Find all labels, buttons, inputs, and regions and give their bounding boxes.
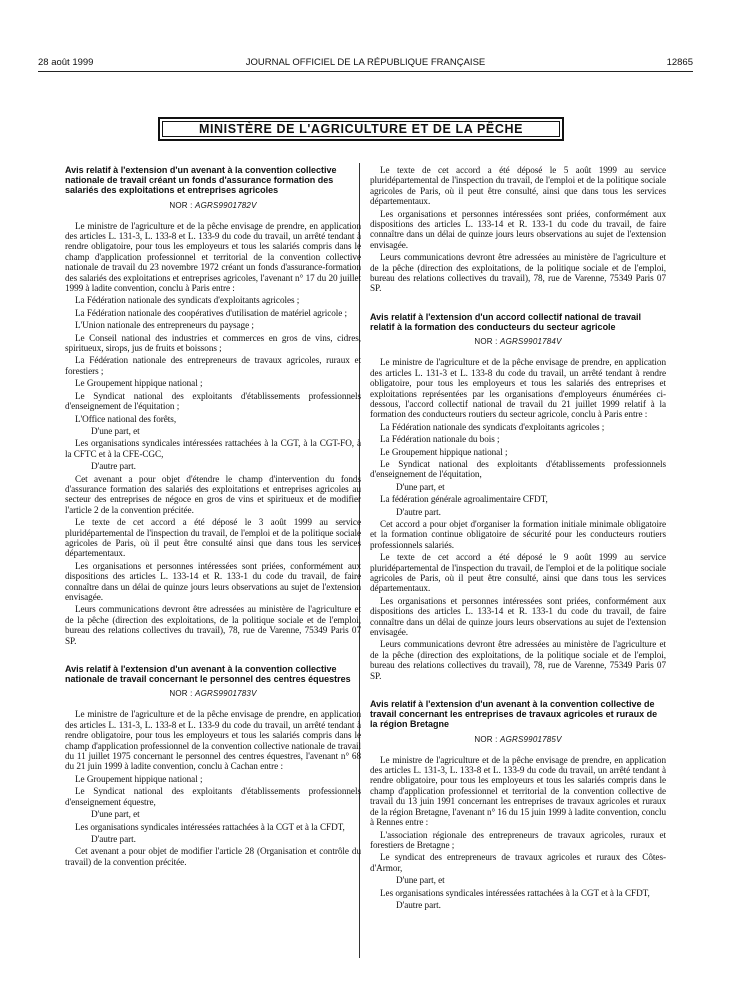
nor-code: AGRS9901783V	[195, 689, 257, 699]
nor-label: NOR :	[169, 200, 193, 210]
paragraph: La Fédération nationale des syndicats d'exploitants agricoles ;	[380, 421, 605, 432]
notice-nor-reference	[65, 201, 361, 210]
paragraph: Le Syndicat national des exploitants d'établissements professionnels d'enseignement de l'équitation ;	[65, 390, 361, 412]
header-rule	[38, 71, 693, 72]
ministry-title: MINISTÈRE DE L'AGRICULTURE ET DE LA PÊCHE	[198, 122, 524, 136]
notice	[370, 312, 666, 681]
paragraph: La Fédération nationale du bois ;	[380, 434, 500, 445]
page-header	[38, 57, 693, 70]
paragraph: Le Conseil national des industries et commerces en gros de vins, cidres, spiritueux, sirops, jus de fruits et boissons ;	[65, 332, 361, 354]
header-journal-title: JOURNAL OFFICIEL DE LA RÉPUBLIQUE FRANÇAISE	[245, 57, 486, 68]
paragraph: L'Union nationale des entrepreneurs du paysage ;	[75, 320, 254, 331]
paragraph: Leurs communications devront être adressées au ministère de l'agriculture et de la pêche (direction des exploitations, de la politique sociale et de l'emploi, bureau des relations collectives du travail), 78, rue de Varenne, 75349 Paris 07 SP.	[65, 604, 361, 646]
paragraph: Les organisations syndicales intéressées rattachées à la CGT et à la CFDT,	[75, 821, 345, 832]
paragraph: D'autre part.	[396, 506, 441, 517]
paragraph: Le syndicat des entrepreneurs de travaux agricoles et ruraux des Côtes-d'Armor,	[370, 852, 666, 873]
paragraph: Les organisations syndicales intéressées rattachées à la CGT, à la CGT-FO, à la CFTC et à la CFE-CGC,	[65, 438, 361, 459]
paragraph: Leurs communications devront être adressées au ministère de l'agriculture et de la pêche (direction des exploitations, de la politique sociale et de l'emploi, bureau des relations collectives du travail), 78, rue de Varenne, 75349 Paris 07 SP.	[370, 639, 666, 681]
notice-nor-reference	[65, 689, 361, 698]
paragraph: Le texte de cet accord a été déposé le 5 août 1999 au service pluridépartemental de l'inspection du travail, de l'emploi et de la politique sociale agricoles de Paris, où il peut être consulté, ainsi que dans tous les services départementaux.	[370, 165, 666, 207]
nor-label: NOR :	[474, 734, 498, 744]
paragraph: L'Office national des forêts,	[75, 413, 177, 424]
notice-title: Avis relatif à l'extension d'un avenant à la convention collective de travail concernant les entreprises de travaux agricoles et ruraux de la région Bretagne	[370, 699, 658, 730]
paragraph: D'autre part.	[91, 833, 136, 844]
notice-spacer	[370, 683, 666, 699]
header-date: 28 août 1999	[38, 57, 94, 68]
notice	[65, 165, 361, 646]
paragraph: D'une part, et	[396, 481, 445, 492]
paragraph: D'une part, et	[91, 425, 140, 436]
notice-title: Avis relatif à l'extension d'un avenant à la convention collective nationale de travail concernant le personnel des centres équestres	[65, 664, 351, 685]
paragraph: Le ministre de l'agriculture et de la pêche envisage de prendre, en application des articles L. 131-3, L. 133-8 et L. 133-9 du code du travail, un arrêté tendant à rendre obligatoire, pour tous les employeurs et tous les salariés compris dans le champ d'application professionnel et territorial de la convention collective de travail du 13 juin 1991 concernant les entreprises de travaux agricoles et ruraux de la région Bretagne, l'avenant n° 16 du 15 juin 1999 à ladite convention, conclu à Rennes entre :	[370, 754, 666, 828]
paragraph: Le texte de cet accord a été déposé le 3 août 1999 au service pluridépartemental de l'inspection du travail, de l'emploi et de la politique sociale agricoles de Paris, où il peut être consulté ainsi que dans tous les services départementaux.	[65, 517, 361, 559]
paragraph: Le Groupement hippique national ;	[380, 446, 508, 457]
continued-notice	[370, 165, 666, 294]
paragraph: Le Groupement hippique national ;	[75, 378, 203, 389]
header-page-number: 12865	[666, 57, 693, 68]
paragraph: Les organisations syndicales intéressées rattachées à la CGT et à la CFDT,	[380, 887, 650, 898]
paragraph: L'association régionale des entrepreneurs de travaux agricoles, ruraux et forestiers de Bretagne ;	[370, 829, 666, 850]
paragraph: Les organisations et personnes intéressées sont priées, conformément aux dispositions des articles L. 133-14 et R. 133-1 du code du travail, de faire connaître dans un délai de quinze jours leurs observations au sujet de l'extension envisagée.	[65, 560, 361, 603]
paragraph: Le ministre de l'agriculture et de la pêche envisage de prendre, en application des articles L. 131-3 et L. 133-8 du code du travail, un arrêté tendant à rendre obligatoire, pour tous les employeurs et tous les salariés des entreprises et exploitations représentées par les organisations d'employeurs énumérées ci-dessous, l'accord collectif national de travail du 21 juillet 1999 relatif à la formation des conducteurs routiers du secteur agricole, conclu à Paris entre :	[370, 357, 666, 420]
paragraph: D'autre part.	[91, 461, 136, 472]
paragraph: Cet avenant a pour objet d'étendre le champ d'intervention du fonds d'assurance formation des salariés des exploitations et entreprises agricoles au secteur des entreprises de négoce en gros de vins et spiritueux et de modifier l'article 2 de la convention précitée.	[65, 473, 361, 515]
paragraph: Cet avenant a pour objet de modifier l'article 28 (Organisation et contrôle du travail) de la convention précitée.	[65, 846, 361, 867]
notice-nor-reference	[370, 337, 666, 346]
paragraph: Le Syndicat national des exploitants d'établissements professionnels d'enseignement équestre,	[65, 786, 361, 807]
notice-spacer	[370, 296, 666, 312]
paragraph: D'une part, et	[396, 875, 445, 886]
notice	[370, 699, 666, 910]
notice-title: Avis relatif à l'extension d'un avenant à la convention collective nationale de travail créant un fonds d'assurance formation des salariés des exploitations et entreprises agricoles	[65, 165, 337, 196]
paragraph: Le ministre de l'agriculture et de la pêche envisage de prendre, en application des articles L. 131-3, L. 133-8 et L. 133-9 du code du travail, un arrêté tendant à rendre obligatoire, pour tous les employeurs et tous les salariés compris dans le champ d'application professionnel de la convention collective nationale de travail du 11 juillet 1975 concernant le personnel des centres équestres, l'avenant n° 68 du 21 juin 1999 à ladite convention, conclu à Cachan entre :	[65, 709, 361, 772]
nor-code: AGRS9901784V	[500, 337, 562, 347]
paragraph: Le Groupement hippique national ;	[75, 773, 203, 784]
nor-code: AGRS9901782V	[195, 200, 257, 210]
notice-title: Avis relatif à l'extension d'un accord collectif national de travail relatif à la formation des conducteurs du secteur agricole	[370, 311, 642, 333]
notice-nor-reference	[370, 735, 666, 744]
paragraph: Les organisations et personnes intéressées sont priées, conformément aux dispositions des articles L. 133-14 et R. 133-1 du code du travail, de faire connaître dans un délai de quinze jours leurs observations au sujet de l'extension envisagée.	[370, 208, 666, 250]
paragraph: Les organisations et personnes intéressées sont priées, conformément aux dispositions des articles L. 133-14 et R. 133-1 du code du travail, de faire connaître dans un délai de quinze jours leurs observations au sujet de l'extension envisagée.	[370, 595, 666, 638]
notice-spacer	[65, 648, 361, 664]
paragraph: La Fédération nationale des entrepreneurs de travaux agricoles, ruraux et forestiers ;	[65, 355, 361, 376]
left-column	[65, 165, 361, 869]
paragraph: Leurs communications devront être adressées au ministère de l'agriculture et de la pêche (direction des exploitations, de la politique sociale et de l'emploi, bureau des relations collectives du travail), 78, rue de Varenne, 75349 Paris 07 SP.	[370, 252, 666, 294]
paragraph: D'une part, et	[91, 809, 140, 820]
paragraph: D'autre part.	[396, 899, 441, 910]
paragraph: La Fédération nationale des syndicats d'exploitants agricoles ;	[75, 295, 300, 306]
paragraph: Le Syndicat national des exploitants d'établissements professionnels d'enseignement de l'équitation,	[370, 458, 666, 480]
right-column	[370, 165, 666, 912]
paragraph: La Fédération nationale des coopératives d'utilisation de matériel agricole ;	[75, 307, 348, 318]
nor-label: NOR :	[169, 689, 193, 699]
paragraph: Le ministre de l'agriculture et de la pêche envisage de prendre, en application des articles L. 131-3, L. 133-8 et L. 133-9 du code du travail, un arrêté tendant à rendre obligatoire, pour tous les employeurs et tous les salariés compris dans le champ d'application professionnel et territorial de la convention collective nationale de travail du 23 novembre 1972 créant un fonds d'assurance-formation des salariés des exploitations et entreprises agricoles, l'avenant n° 17 du 20 juillet 1999 à ladite convention, conclu à Paris entre :	[65, 220, 361, 294]
paragraph: Cet accord a pour objet d'organiser la formation initiale minimale obligatoire et la formation continue obligatoire de sécurité pour les conducteurs routiers professionnels salariés.	[370, 518, 666, 550]
notice	[65, 664, 361, 867]
nor-code: AGRS9901785V	[500, 734, 562, 744]
paragraph: Le texte de cet accord a été déposé le 9 août 1999 au service pluridépartemental de l'inspection du travail, de l'emploi et de la politique sociale agricoles de Paris, où il peut être consulté, ainsi que dans tous les services départementaux.	[370, 552, 666, 594]
paragraph: La fédération générale agroalimentaire CFDT,	[380, 494, 548, 505]
nor-label: NOR :	[474, 337, 498, 347]
ministry-banner	[158, 117, 564, 141]
